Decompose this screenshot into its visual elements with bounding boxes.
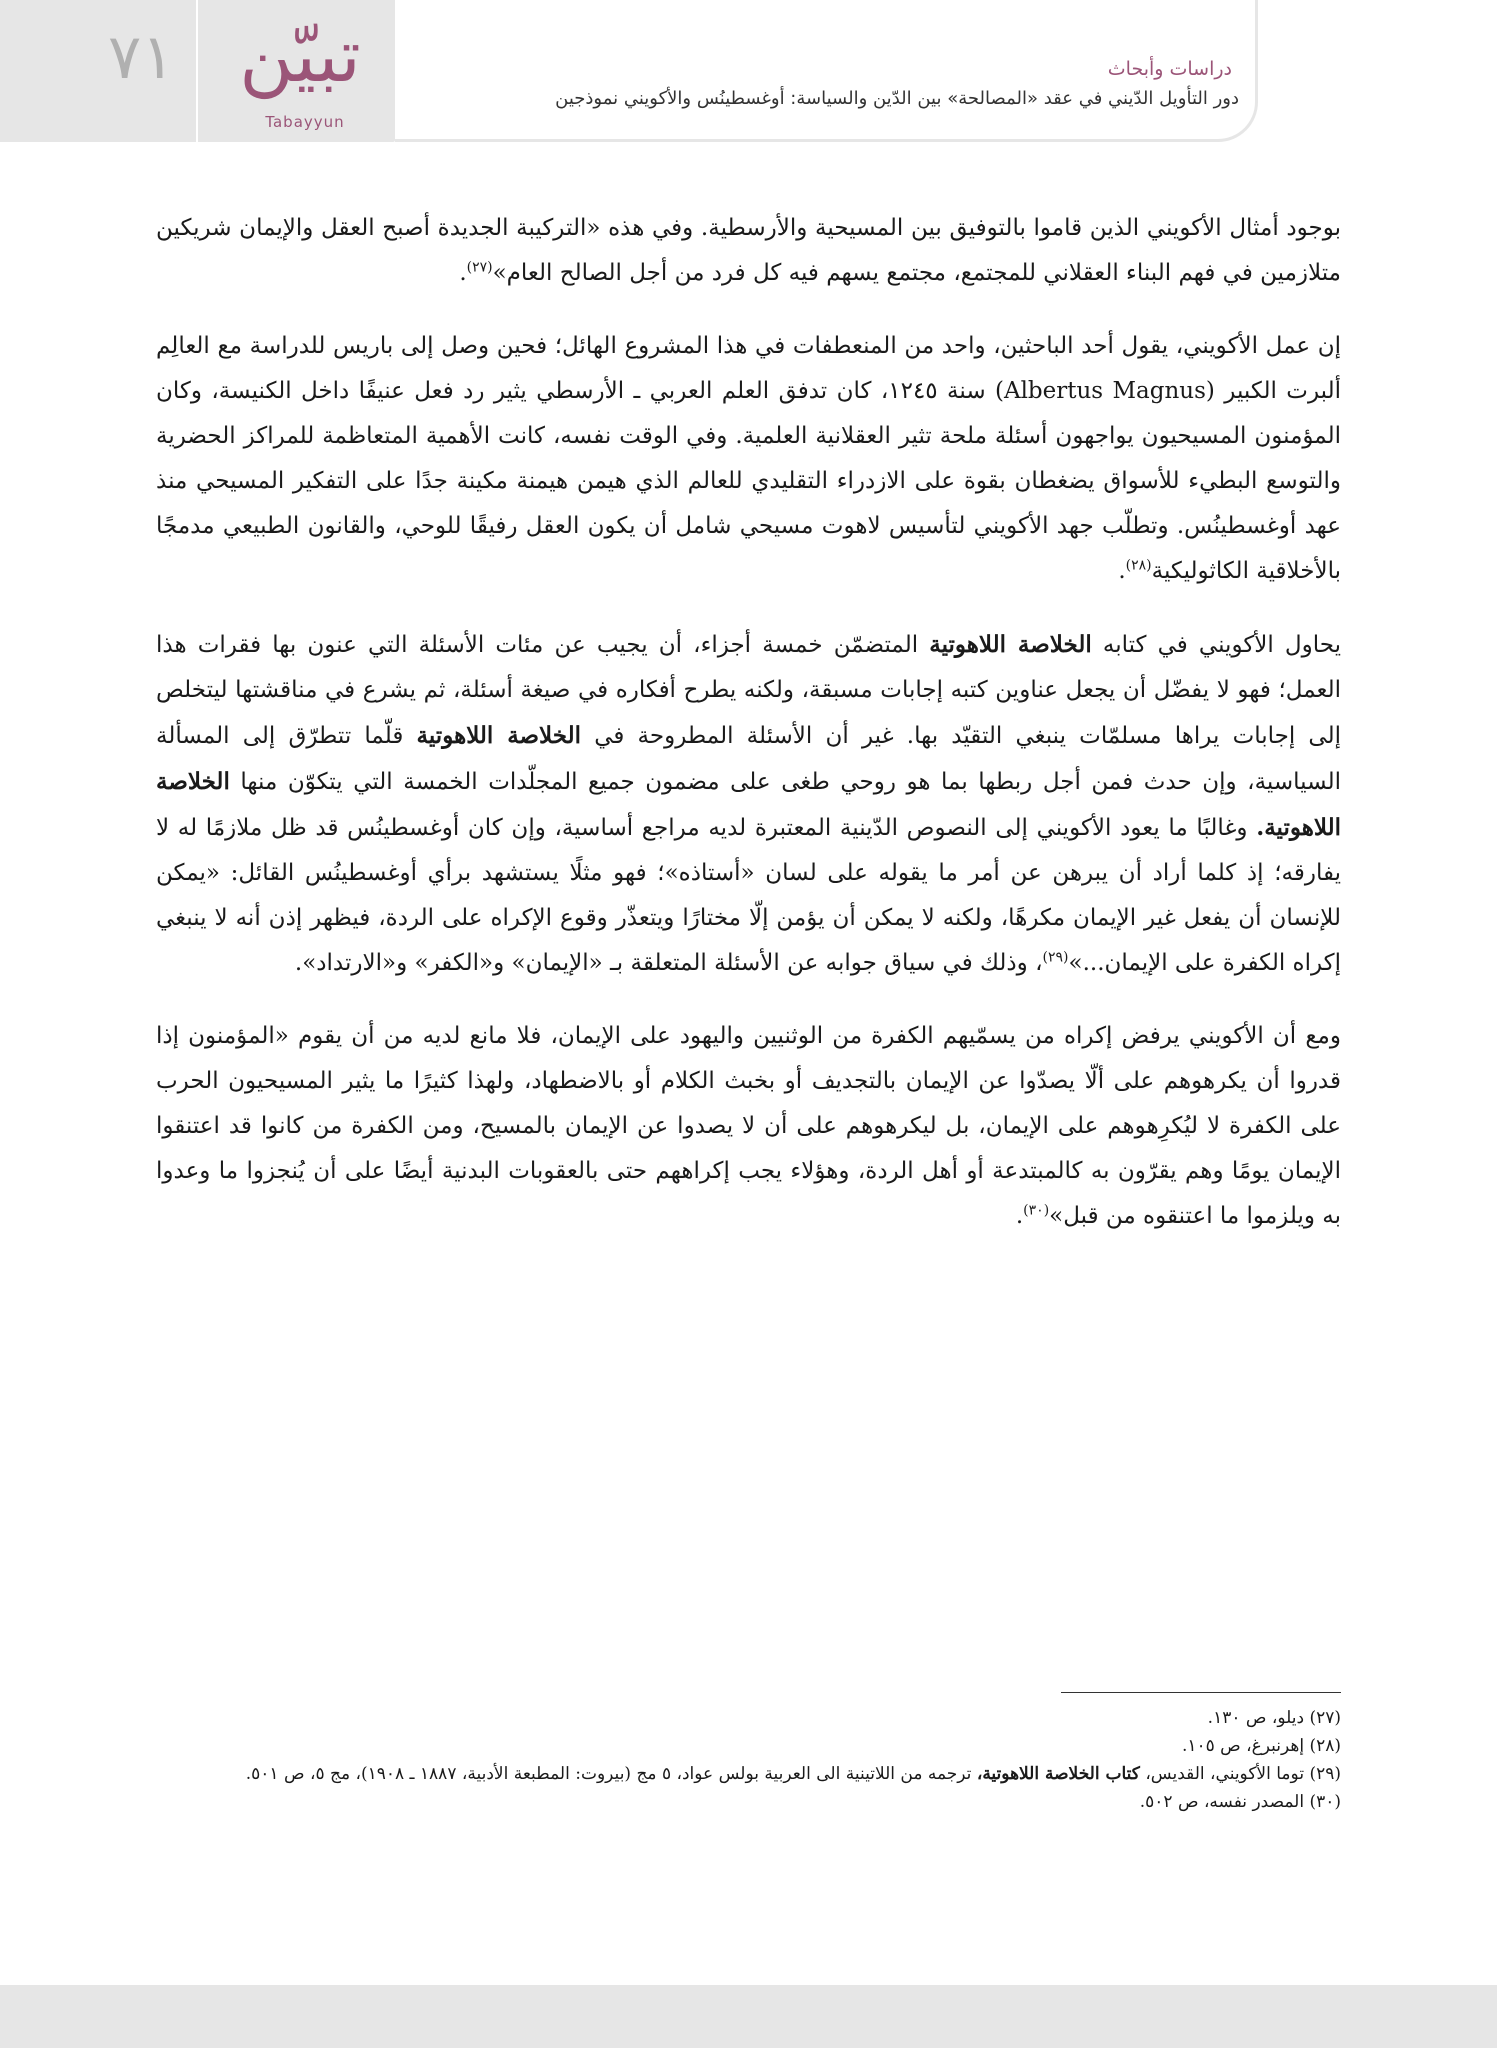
footnote-ref-28: (٢٨) <box>1125 557 1152 574</box>
footnote-ref-29: (٢٩) <box>1042 949 1069 966</box>
header-divider <box>196 0 198 142</box>
paragraph-3: يحاول الأكويني في كتابه الخلاصة اللاهوتية المتضمّن خمسة أجزاء، أن يجيب عن مئات الأسئلة التي عنون بها فقرات هذا العمل؛ فهو لا يفضّل أن يجعل عناوين كتبه إجابات مسبقة، ولكنه يطرح أفكاره في صيغة أسئلة، ثم يشرع في مناقشتها ليتخلص إلى إجابات يراها مسلمّات ينبغي التقيّد بها. غير أن الأسئلة المطروحة في الخلاصة اللاهوتية قلّما تتطرّق إلى المسألة السياسية، وإن حدث فمن أجل ربطها بما هو روحي طغى على مضمون جميع المجلّدات الخمسة التي يتكوّن منها الخلاصة اللاهوتية. وغالبًا ما يعود الأكويني إلى النصوص الدّينية المعتبرة لديه مراجع أساسية، وإن كان أوغسطينُس قد ظل ملازمًا له لا يفارقه؛ إذ كلما أراد أن يبرهن عن أمر ما يقوله على لسان «أستاذه»؛ فهو مثلًا يستشهد برأي أوغسطينُس القائل: «يمكن للإنسان أن يفعل غير الإيمان مكرهًا، ولكنه لا يمكن أن يؤمن إلّا مختارًا ويتعذّر وقوع الإكراه على الردة، فيظهر إذن أنه لا ينبغي إكراه الكفرة على الإيمان...»$^{(٢٩)}$، وذلك في سياق جوابه عن الأسئلة المتعلقة بـ «الإيمان» و«الكفر» و«الارتداد». <box>156 631 1342 976</box>
page-number: ٧١ <box>108 20 175 93</box>
book-title: الخلاصة اللاهوتية. <box>156 768 1342 841</box>
paragraph-4: ومع أن الأكويني يرفض إكراه من يسمّيهم الكفرة من الوثنيين واليهود على الإيمان، فلا مانع لديه من أن يقوم «المؤمنون إذا قدروا أن يكرهوهم على ألّا يصدّوا عن الإيمان بالتجديف أو بخبث الكلام أو بالاضطهاد، ولهذا كثيرًا ما يثير المسيحيون الحرب على الكفرة لا ليُكرِهوهم على الإيمان، بل ليكرهوهم على أن لا يصدوا عن الإيمان بالمسيح، ومن الكفرة من كانوا قد اعتنقوا الإيمان يومًا وهم يقرّون به كالمبتدعة أو أهل الردة، وهؤلاء يجب إكراههم حتى بالعقوبات البدنية أيضًا على أن يُنجزوا ما وعدوا به ويلزموا ما اعتنقوه من قبل»$^{(٣٠)}$. <box>156 1023 1341 1229</box>
paragraph-1: بوجود أمثال الأكويني الذين قاموا بالتوفيق بين المسيحية والأرسطية. وفي هذه «التركيبة الجديدة أصبح العقل والإيمان شريكين متلازمين في فهم البناء العقلاني للمجتمع، مجتمع يسهم فيه كل فرد من أجل الصالح العام»$^{(٢٧)}$. <box>156 215 1341 286</box>
footnote-30: (٣٠) المصدر نفسه، ص ٥٠٢. <box>1139 1792 1341 1812</box>
article-body <box>156 206 1341 1267</box>
footnote-27: (٢٧) ديلو، ص ١٣٠. <box>1207 1708 1341 1728</box>
running-title: دور التأويل الدّيني في عقد «المصالحة» بين الدّين والسياسة: أوغسطينُس والأكويني نموذجين <box>555 88 1239 109</box>
section-label: دراسات وأبحاث <box>1107 58 1232 80</box>
journal-logo-latin: Tabayyun <box>265 113 345 131</box>
footer-band <box>0 1985 1497 2048</box>
book-title: الخلاصة اللاهوتية <box>929 631 1092 658</box>
book-title: الخلاصة اللاهوتية <box>416 722 582 749</box>
footnote-ref-27: (٢٧) <box>466 259 493 276</box>
footnote-28: (٢٨) إهرنبرغ، ص ١٠٥. <box>1181 1736 1341 1756</box>
footnote-separator <box>1061 1692 1341 1693</box>
footnote-ref-30: (٣٠) <box>1023 1202 1050 1219</box>
paragraph-2: إن عمل الأكويني، يقول أحد الباحثين، واحد من المنعطفات في هذا المشروع الهائل؛ فحين وصل إلى باريس للدراسة مع العالِم ألبرت الكبير (Albertus Magnus) سنة ١٢٤٥، كان تدفق العلم العربي ـ الأرسطي يثير رد فعل عنيفًا داخل الكنيسة، وكان المؤمنون المسيحيون يواجهون أسئلة ملحة تثير العقلانية العلمية. وفي الوقت نفسه، كانت الأهمية المتعاظمة للمراكز الحضرية والتوسع البطيء للأسواق يضغطان بقوة على الازدراء التقليدي للعالم الذي هيمن هيمنة مكينة جدًا على التفكير المسيحي منذ عهد أوغسطينُس. وتطلّب جهد الأكويني لتأسيس لاهوت مسيحي شامل أن يكون العقل رفيقًا للوحي، والقانون الطبيعي مدمجًا بالأخلاقية الكاثوليكية$^{(٢٨)}$. <box>156 333 1341 584</box>
footnote-29: (٢٩) توما الأكويني، القديس، كتاب الخلاصة اللاهوتية، ترجمه من اللاتينية الى العربية بولس عواد، ٥ مج (بيروت: المطبعة الأدبية، ١٨٨٧ ـ ١٩٠٨)، مج ٥، ص ٥٠١. <box>245 1764 1341 1784</box>
footnotes <box>156 1704 1341 1816</box>
journal-logo-arabic: تبيّن <box>239 13 361 99</box>
